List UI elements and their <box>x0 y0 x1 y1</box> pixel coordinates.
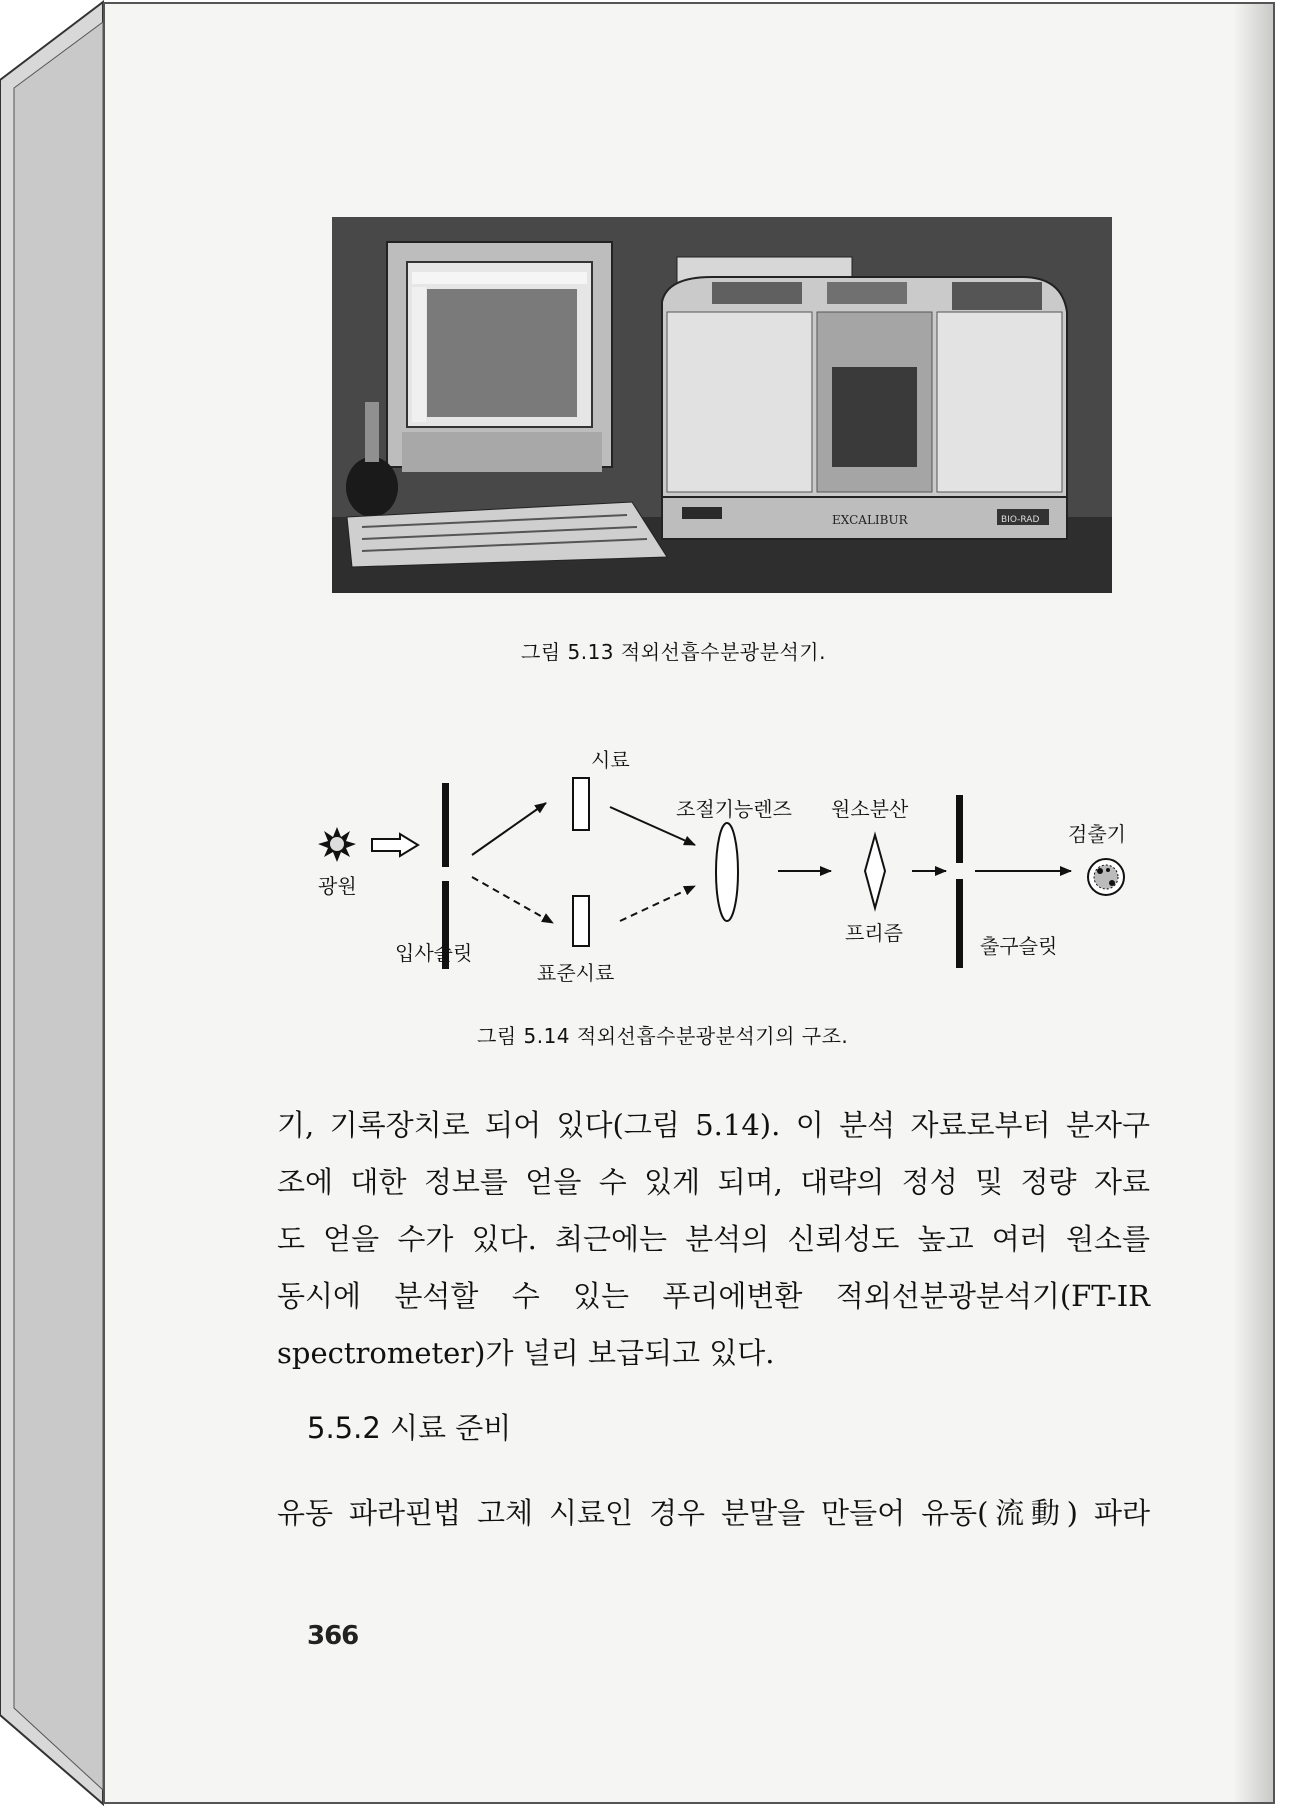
beam-to-sample-arrow <box>472 803 546 855</box>
reference-cell <box>573 896 589 946</box>
entrance-slit-label: 입사슬릿 <box>395 941 473 965</box>
paragraph-2 <box>277 1485 1150 1542</box>
paragraph-1-line: spectrometer)가 널리 보급되고 있다. <box>277 1336 775 1370</box>
prism-label: 프리즘 <box>845 921 903 945</box>
spectrometer-photo-drawing <box>332 217 1112 593</box>
beam-to-reference-arrow <box>472 877 553 923</box>
light-source-label: 광원 <box>318 874 357 898</box>
input-beam-arrow <box>372 834 418 856</box>
sample-cell <box>573 778 589 830</box>
photo-maker-text: BIO-RAD <box>1001 515 1040 525</box>
focusing-lens <box>716 823 738 921</box>
figure-5-13-caption: 그림 5.13 적외선흡수분광분석기. <box>521 640 826 664</box>
photo-brand-text: EXCALIBUR <box>832 513 908 527</box>
reference-sample-label: 표준시료 <box>537 961 615 985</box>
paragraph-1 <box>277 1097 1150 1382</box>
page-edge-shadow <box>1233 4 1273 1802</box>
focusing-lens-label: 조절기능렌즈 <box>676 797 792 821</box>
paragraph-1-line: 조에 대한 정보를 얻을 수 있게 되며, 대략의 정성 및 정량 자료 <box>277 1165 1150 1199</box>
exit-slit-label: 출구슬릿 <box>980 934 1058 958</box>
detector-label: 검출기 <box>1068 822 1126 846</box>
entrance-slit-upper <box>442 783 449 867</box>
element-dispersion-label: 원소분산 <box>831 797 909 821</box>
reference-to-lens-arrow <box>620 886 695 921</box>
detector-icon <box>1088 859 1124 895</box>
page-number: 366 <box>307 1621 359 1651</box>
exit-slit-lower <box>956 879 963 968</box>
spectrometer-structure-diagram <box>300 745 1160 995</box>
sample-label: 시료 <box>591 748 630 772</box>
paragraph-1-line: 기, 기록장치로 되어 있다(그림 5.14). 이 분석 자료로부터 분자구 <box>277 1108 1150 1142</box>
spectrometer-photo <box>332 217 1112 593</box>
section-heading: 5.5.2 시료 준비 <box>307 1411 512 1445</box>
light-source-icon <box>318 827 356 862</box>
paragraph-1-line: 동시에 분석할 수 있는 푸리에변환 적외선분광분석기(FT-IR <box>277 1279 1150 1313</box>
paragraph-1-line: 도 얻을 수가 있다. 최근에는 분석의 신뢰성도 높고 여러 원소를 <box>277 1222 1150 1256</box>
exit-slit-upper <box>956 795 963 863</box>
figure-5-14-caption: 그림 5.14 적외선흡수분광분석기의 구조. <box>477 1024 849 1048</box>
paragraph-2-line: 유동 파라핀법 고체 시료인 경우 분말을 만들어 유동(流動) 파라 <box>277 1496 1150 1530</box>
prism <box>865 835 885 908</box>
